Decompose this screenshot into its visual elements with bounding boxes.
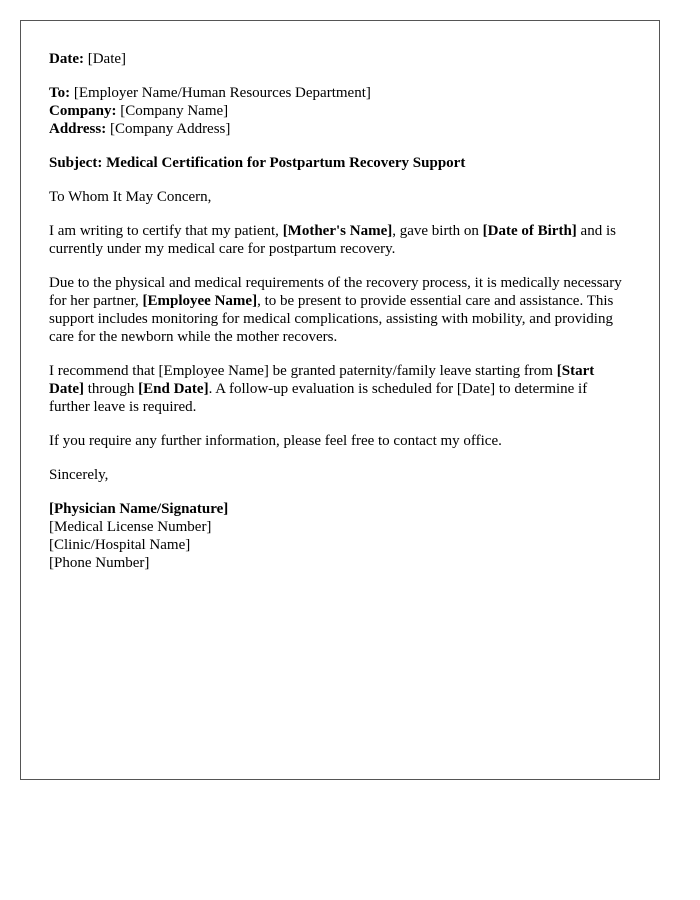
to-value: [Employer Name/Human Resources Department]: [73, 85, 371, 101]
para2-text-1: Due to the physical and medical requirements of the recovery process, it is medically necessary for her partner,: [49, 275, 622, 309]
para1-text-1: I am writing to certify that my patient,: [49, 223, 283, 239]
letter-page: [20, 20, 660, 780]
para3-text-3: . A follow-up evaluation is scheduled for [Date] to determine if further leave is required.: [49, 381, 588, 415]
salutation: To Whom It May Concern,: [49, 189, 212, 205]
closing: Sincerely,: [49, 467, 109, 483]
para1-text-3: and is currently under my medical care for postpartum recovery.: [49, 223, 616, 257]
paragraph-contact: If you require any further information, please feel free to contact my office.: [49, 433, 502, 449]
subject-text: Subject: Medical Certification for Postpartum Recovery Support: [49, 155, 466, 171]
address-line: [49, 120, 631, 138]
paragraph-necessity: [49, 274, 631, 346]
subject-line: [49, 154, 631, 172]
date-label: Date:: [49, 51, 84, 67]
date-of-birth-placeholder: [Date of Birth]: [482, 223, 577, 239]
company-value: [Company Name]: [120, 103, 229, 119]
address-label: Address:: [49, 121, 107, 137]
employee-name-placeholder: [Employee Name]: [142, 293, 258, 309]
to-label: To:: [49, 85, 71, 101]
clinic-name: [Clinic/Hospital Name]: [49, 537, 191, 553]
company-line: [49, 102, 631, 120]
paragraph-certification: [49, 222, 631, 258]
physician-name-text: [Physician Name/Signature]: [49, 501, 229, 517]
end-date-placeholder: [End Date]: [138, 381, 209, 397]
recipient-block: [49, 84, 631, 138]
signature-block: [49, 500, 631, 572]
phone-number: [Phone Number]: [49, 555, 150, 571]
para2-text-2: , to be present to provide essential care and assistance. This support includes monitoring for medical complications, assisting with mobility, and providing care for the newborn while the mother recovers.: [49, 293, 614, 345]
mother-name-placeholder: [Mother's Name]: [282, 223, 393, 239]
company-label: Company:: [49, 103, 117, 119]
physician-name: [49, 500, 631, 518]
date-line: [49, 50, 631, 68]
para3-text-2: through: [83, 381, 139, 397]
to-line: [49, 84, 631, 102]
para1-text-2: , gave birth on: [392, 223, 483, 239]
address-value: [Company Address]: [109, 121, 231, 137]
paragraph-recommendation: [49, 362, 631, 416]
para3-text-1: I recommend that [Employee Name] be granted paternity/family leave starting from: [49, 363, 557, 379]
medical-license-number: [Medical License Number]: [49, 519, 212, 535]
date-value: [Date]: [87, 51, 127, 67]
start-date-placeholder: [Start Date]: [49, 363, 595, 397]
